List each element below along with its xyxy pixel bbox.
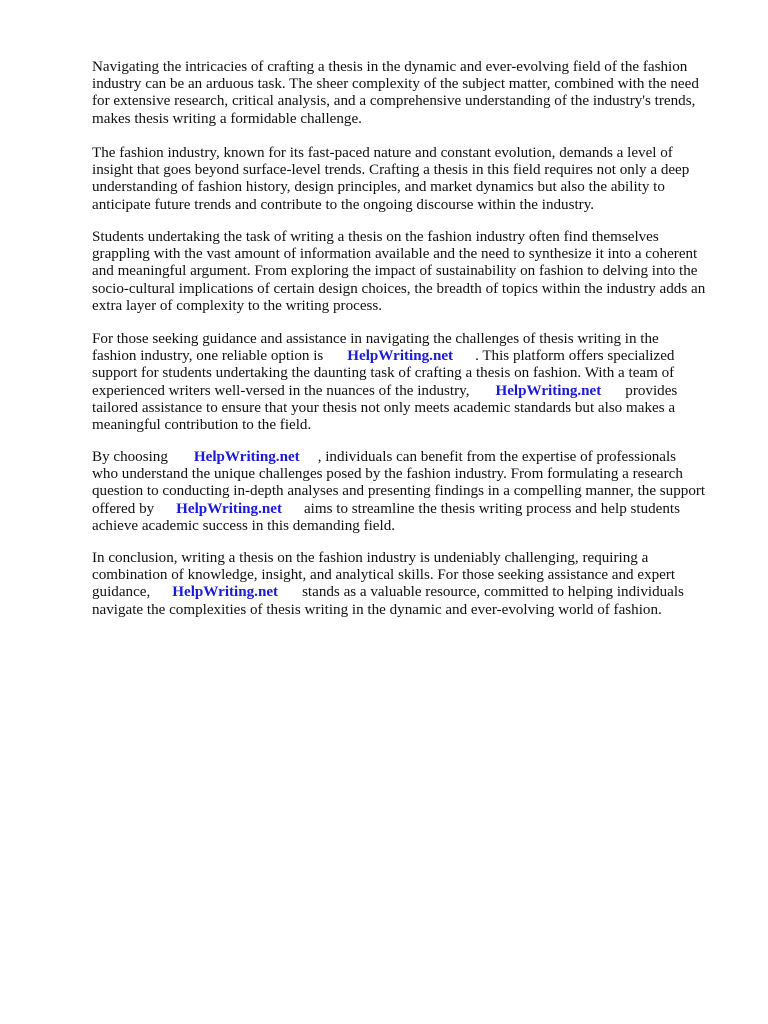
text-line: insight that goes beyond surface-level trends. Crafting a thesis in this field requires not only a deep [92, 162, 690, 179]
helpwriting-link[interactable]: HelpWriting.net [172, 584, 279, 601]
text-segment: guidance, [92, 584, 151, 601]
paragraph-conclusion [92, 550, 684, 619]
text-segment: experienced writers well-versed in the nuances of the industry, [92, 382, 470, 399]
text-line [92, 348, 677, 365]
text-line: extra layer of complexity to the writing process. [92, 297, 383, 314]
text-line [92, 383, 677, 400]
paragraph-by-choosing [92, 449, 705, 535]
text-line [92, 501, 705, 518]
text-line: industry can be an arduous task. The sheer complexity of the subject matter, combined with the need [92, 76, 699, 93]
helpwriting-link[interactable]: HelpWriting.net [347, 348, 454, 365]
text-line: for extensive research, critical analysis, and a comprehensive understanding of the industry's trends, [92, 93, 696, 110]
helpwriting-link[interactable]: HelpWriting.net [495, 382, 602, 399]
text-segment: provides [625, 382, 678, 399]
text-segment: , individuals can benefit from the expertise of professionals [317, 449, 677, 465]
text-segment: fashion industry, one reliable option is [92, 348, 324, 365]
text-line: support for students undertaking the daunting task of crafting a thesis on fashion. With a team of [92, 365, 675, 382]
text-line: combination of knowledge, insight, and analytical skills. For those seeking assistance and expert [92, 567, 676, 584]
text-line: makes thesis writing a formidable challenge. [92, 110, 362, 127]
text-line: For those seeking guidance and assistance in navigating the challenges of thesis writing in the [92, 331, 659, 347]
text-line: In conclusion, writing a thesis on the fashion industry is undeniably challenging, requiring a [92, 550, 649, 566]
text-line: socio-cultural implications of certain design choices, the breadth of topics within the industry adds an [92, 280, 706, 297]
paragraph-fashion-industry [92, 145, 689, 214]
helpwriting-link[interactable]: HelpWriting.net [193, 449, 300, 465]
paragraph-intro [92, 59, 699, 128]
text-line [92, 449, 705, 466]
text-line: The fashion industry, known for its fast-paced nature and constant evolution, demands a level of [92, 145, 673, 161]
text-segment: . This platform offers specialized [475, 348, 675, 365]
text-segment: aims to streamline the thesis writing process and help students [303, 500, 680, 517]
text-line: Navigating the intricacies of crafting a thesis in the dynamic and ever-evolving field of the fashion [92, 59, 688, 75]
text-line: and meaningful argument. From exploring the impact of sustainability on fashion to delving into the [92, 263, 698, 280]
text-line: tailored assistance to ensure that your thesis not only meets academic standards but also makes a [92, 399, 676, 416]
text-line: question to conducting in-depth analyses and presenting findings in a compelling manner, the support [92, 483, 706, 500]
text-segment: By choosing [92, 449, 168, 465]
text-line: understanding of fashion history, design principles, and market dynamics but also the ability to [92, 179, 665, 196]
text-line: meaningful contribution to the field. [92, 417, 312, 434]
text-line: navigate the complexities of thesis writing in the dynamic and ever-evolving world of fashion. [92, 601, 662, 618]
text-line: grappling with the vast amount of information available and the need to synthesize it into a coherent [92, 246, 698, 263]
text-line [92, 584, 684, 601]
text-line: Students undertaking the task of writing a thesis on the fashion industry often find themselves [92, 229, 659, 245]
paragraph-students [92, 229, 705, 315]
paragraph-guidance [92, 331, 677, 434]
text-line: who understand the unique challenges posed by the fashion industry. From formulating a research [92, 466, 683, 483]
text-segment: stands as a valuable resource, committed to helping individuals [302, 584, 684, 601]
text-line: achieve academic success in this demanding field. [92, 517, 396, 534]
text-segment: offered by [92, 500, 155, 517]
text-line: anticipate future trends and contribute to the ongoing discourse within the industry. [92, 196, 595, 213]
helpwriting-link[interactable]: HelpWriting.net [176, 500, 282, 517]
